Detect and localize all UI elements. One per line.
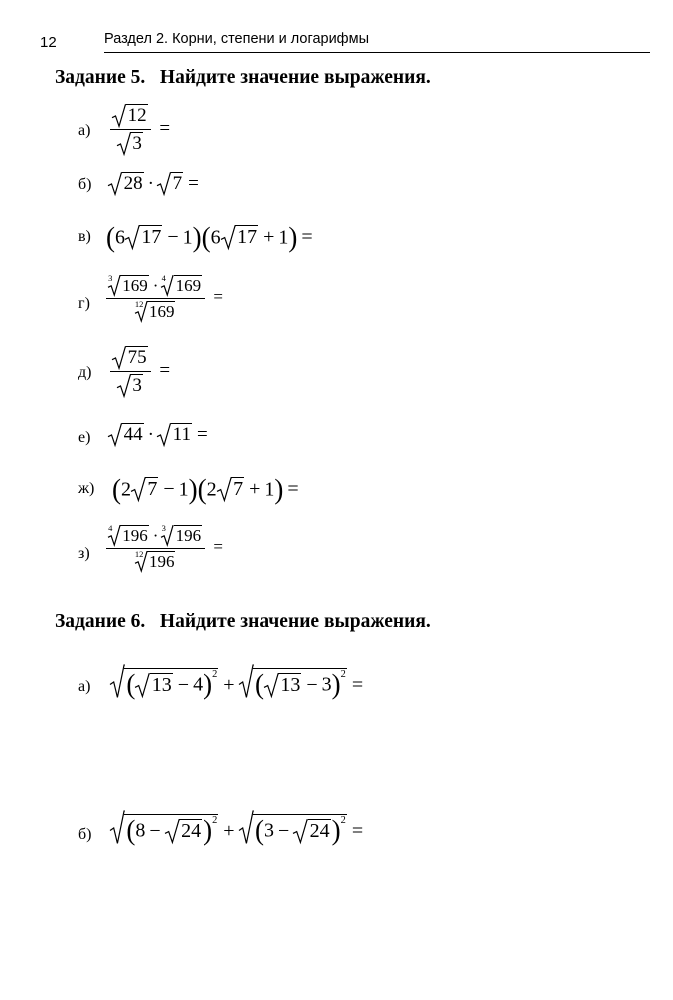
expression xyxy=(110,810,367,844)
operator: − xyxy=(163,478,175,501)
fraction xyxy=(106,522,205,571)
radical-sign-icon xyxy=(134,298,148,322)
radicand: 12 xyxy=(127,105,147,126)
parenthesis: ( xyxy=(197,473,207,505)
denominator xyxy=(133,299,179,322)
operator: = xyxy=(351,673,364,696)
item-label: б) xyxy=(78,826,92,843)
number: 4 xyxy=(193,673,204,696)
operator: + xyxy=(249,478,261,501)
exponent: 2 xyxy=(340,815,346,826)
radical xyxy=(108,172,144,195)
radical-sign-icon xyxy=(108,423,122,446)
radicand xyxy=(124,814,218,844)
radicand: 75 xyxy=(127,347,147,368)
fraction xyxy=(110,104,151,155)
operator: = xyxy=(159,117,171,139)
exponent: 2 xyxy=(212,815,218,826)
number: 6 xyxy=(210,226,221,249)
header-rule xyxy=(104,52,650,53)
radicand xyxy=(253,668,347,698)
number: 1 xyxy=(178,478,189,501)
radicand: 13 xyxy=(280,673,301,696)
radical-sign-icon xyxy=(165,819,180,843)
radical-sign-icon xyxy=(117,374,131,397)
parenthesis: ) xyxy=(274,473,284,505)
radical xyxy=(112,346,148,369)
radical xyxy=(112,104,148,127)
parenthesis: ( xyxy=(201,221,211,253)
radical-sign-icon xyxy=(161,522,174,546)
denominator xyxy=(115,372,146,397)
radicand: 169 xyxy=(122,276,148,295)
number: 1 xyxy=(264,478,275,501)
radical xyxy=(157,423,192,446)
radical-sign-icon xyxy=(157,423,171,446)
radical xyxy=(161,272,202,296)
exponent: 2 xyxy=(340,669,346,680)
radical xyxy=(135,673,172,697)
item-label: з) xyxy=(78,545,90,562)
radical-sign-icon xyxy=(112,104,126,127)
radical-sign-icon xyxy=(110,810,125,844)
radicand: 196 xyxy=(175,526,202,545)
operator: − xyxy=(306,673,318,696)
radical-sign-icon xyxy=(239,664,254,698)
radicand: 7 xyxy=(172,173,183,194)
fraction xyxy=(106,272,205,321)
expression xyxy=(110,346,174,397)
radical xyxy=(239,664,347,698)
radical-sign-icon xyxy=(108,272,121,296)
radical-sign-icon xyxy=(135,673,150,697)
radical-sign-icon xyxy=(264,673,279,697)
radical-sign-icon xyxy=(217,477,232,501)
radicand: 169 xyxy=(175,276,202,295)
radical xyxy=(117,374,143,397)
radical xyxy=(221,225,258,249)
number: 6 xyxy=(115,226,125,249)
expression xyxy=(106,522,227,571)
number: 2 xyxy=(206,478,217,501)
parenthesis: ( xyxy=(106,221,115,253)
parenthesis: ) xyxy=(203,668,213,700)
parenthesis: ) xyxy=(288,221,298,253)
radical-sign-icon xyxy=(157,172,171,195)
parenthesis: ) xyxy=(331,668,341,700)
parenthesis: ( xyxy=(254,668,264,700)
number: 1 xyxy=(182,226,193,249)
fraction xyxy=(110,346,151,397)
parenthesis: ( xyxy=(254,814,264,846)
radical xyxy=(110,664,218,698)
radicand: 3 xyxy=(132,132,142,154)
radical xyxy=(131,477,158,501)
number: 3 xyxy=(263,819,274,842)
radicand: 24 xyxy=(309,819,330,842)
operator: + xyxy=(223,673,235,696)
operator: = xyxy=(287,478,299,501)
radicand xyxy=(253,814,347,844)
denominator xyxy=(133,549,179,572)
item-label: в) xyxy=(78,228,91,245)
radical-sign-icon xyxy=(239,810,254,844)
operator: − xyxy=(167,226,179,249)
parenthesis: ) xyxy=(331,814,341,846)
parenthesis: ( xyxy=(126,668,136,700)
radical-sign-icon xyxy=(110,664,125,698)
radicand: 11 xyxy=(172,424,191,445)
operator: = xyxy=(301,226,313,249)
operator: · xyxy=(152,276,159,295)
radical xyxy=(293,819,330,843)
operator: · xyxy=(147,424,154,445)
radicand: 44 xyxy=(123,424,143,445)
radical xyxy=(108,522,149,546)
root-index: 3 xyxy=(161,522,166,533)
task5-title: Задание 5. Найдите значение выражения. xyxy=(55,67,431,88)
parenthesis: ( xyxy=(126,814,136,846)
expression xyxy=(110,664,367,698)
numerator xyxy=(106,272,205,298)
operator: = xyxy=(213,286,223,306)
exponent: 2 xyxy=(212,669,218,680)
number: 1 xyxy=(278,226,289,249)
radicand: 28 xyxy=(123,173,143,194)
operator: − xyxy=(277,819,290,842)
radical xyxy=(161,522,202,546)
parenthesis: ( xyxy=(112,473,121,505)
radical-sign-icon xyxy=(161,272,174,296)
radical xyxy=(165,819,202,843)
parenthesis: ) xyxy=(188,473,198,505)
item-label: г) xyxy=(78,295,90,312)
item-label: а) xyxy=(78,678,91,695)
item-label: а) xyxy=(78,122,91,139)
expression xyxy=(108,172,203,195)
radical xyxy=(134,298,176,322)
item-label: д) xyxy=(78,364,92,381)
radical-sign-icon xyxy=(108,522,121,546)
operator: = xyxy=(159,359,171,381)
operator: = xyxy=(351,819,364,842)
numerator xyxy=(106,522,205,548)
task6-title: Задание 6. Найдите значение выражения. xyxy=(55,611,431,632)
expression xyxy=(106,272,227,321)
item-label: б) xyxy=(78,176,92,193)
radicand: 196 xyxy=(122,526,148,545)
root-index: 12 xyxy=(134,548,144,559)
expression xyxy=(112,473,303,505)
page-header xyxy=(0,0,673,60)
operator: = xyxy=(196,424,208,445)
radicand: 169 xyxy=(148,301,175,321)
radical xyxy=(157,172,183,195)
parenthesis: ) xyxy=(203,814,213,846)
radical xyxy=(108,272,149,296)
root-index: 3 xyxy=(108,272,113,283)
radicand xyxy=(124,668,218,698)
expression xyxy=(108,423,212,446)
radicand: 196 xyxy=(148,551,175,571)
radical-sign-icon xyxy=(117,132,131,155)
radicand: 17 xyxy=(141,226,162,249)
root-index: 4 xyxy=(108,522,113,533)
operator: + xyxy=(223,819,235,842)
number: 3 xyxy=(321,673,332,696)
radicand: 3 xyxy=(132,374,142,396)
radical xyxy=(117,132,143,155)
denominator xyxy=(115,130,146,155)
root-index: 12 xyxy=(134,298,144,309)
item-label: ж) xyxy=(78,480,95,497)
radical xyxy=(217,477,244,501)
radicand: 7 xyxy=(233,478,244,501)
item-label: е) xyxy=(78,429,91,446)
parenthesis: ) xyxy=(192,221,202,253)
number: 2 xyxy=(121,478,131,501)
radicand: 17 xyxy=(237,226,258,249)
operator: · xyxy=(147,173,154,194)
running-title: Раздел 2. Корни, степени и логарифмы xyxy=(104,31,369,47)
radical-sign-icon xyxy=(131,477,146,501)
radicand: 7 xyxy=(147,478,158,501)
radical-sign-icon xyxy=(125,225,140,249)
page-number: 12 xyxy=(40,34,57,51)
numerator xyxy=(110,346,151,371)
radical xyxy=(239,810,347,844)
radical xyxy=(108,423,144,446)
root-index: 4 xyxy=(161,272,166,283)
radical xyxy=(125,225,162,249)
radical-sign-icon xyxy=(293,819,308,843)
radical-sign-icon xyxy=(134,548,148,572)
operator: = xyxy=(188,173,199,194)
radicand: 24 xyxy=(181,819,202,842)
expression xyxy=(110,104,174,155)
operator: − xyxy=(177,673,190,696)
operator: + xyxy=(263,226,275,249)
number: 8 xyxy=(135,819,146,842)
radical-sign-icon xyxy=(108,172,122,195)
operator: − xyxy=(149,819,161,842)
radical-sign-icon xyxy=(221,225,236,249)
numerator xyxy=(110,104,151,129)
operator: · xyxy=(152,526,159,545)
radical xyxy=(110,810,218,844)
radical xyxy=(264,673,301,697)
radical xyxy=(134,548,176,572)
expression xyxy=(106,221,317,253)
radical-sign-icon xyxy=(112,346,126,369)
operator: = xyxy=(213,536,223,556)
radicand: 13 xyxy=(151,673,172,696)
